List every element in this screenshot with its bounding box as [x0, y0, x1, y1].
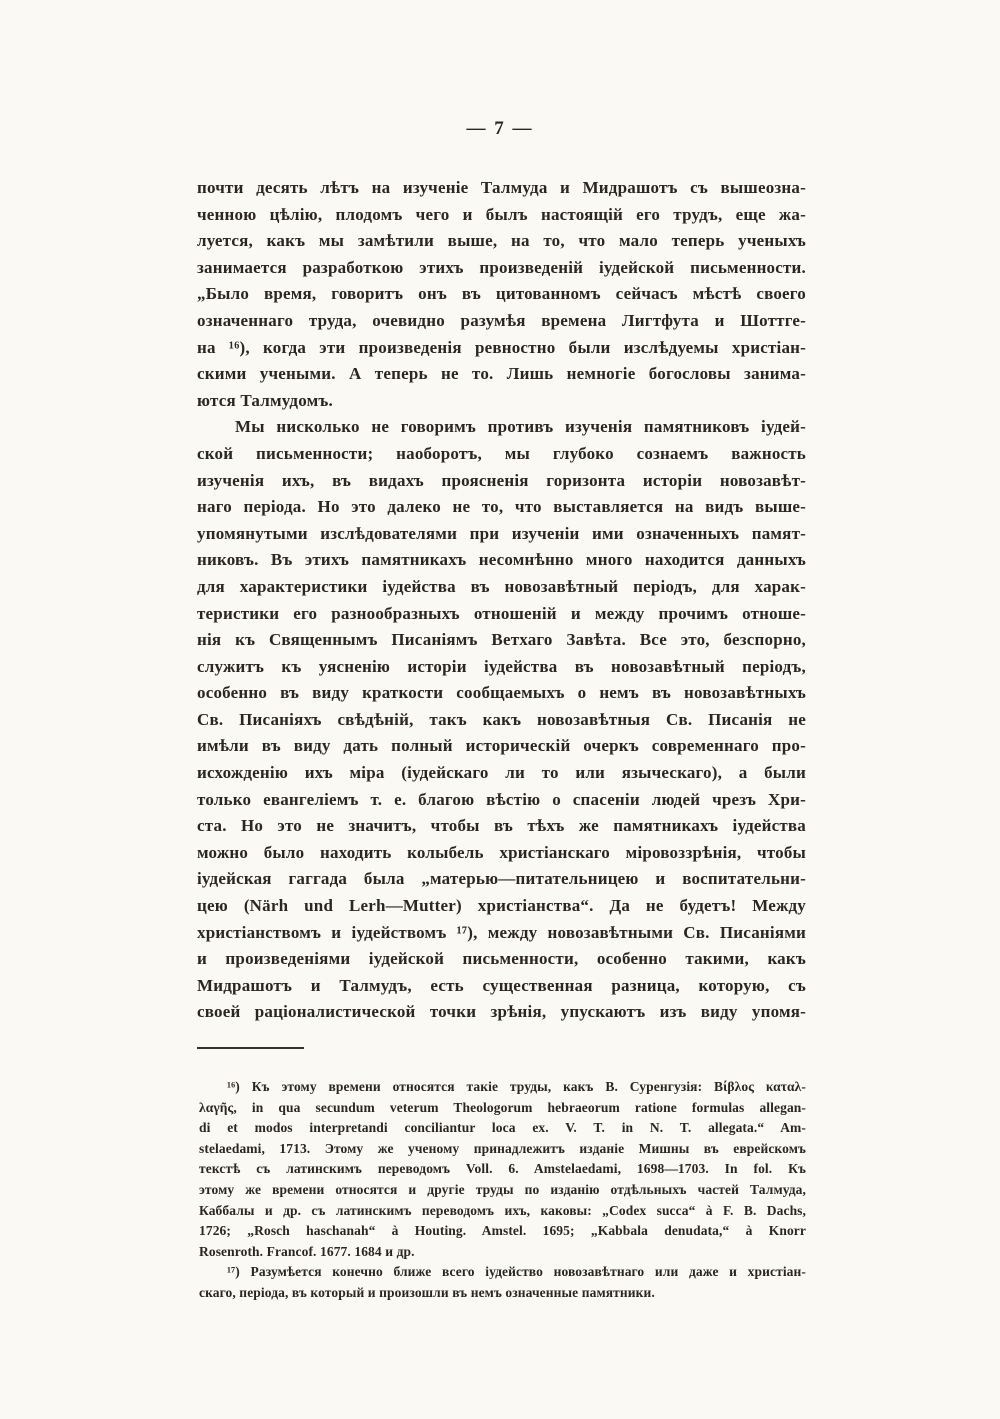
text-line: Rosenroth. Francof. 1677. 1684 и др.: [199, 1243, 415, 1259]
text-line: своей раціоналистической точки зрѣнія, упускаютъ изъ виду упомя-: [197, 1002, 806, 1022]
main-text: [197, 175, 806, 1026]
text-line: текстѣ съ латинскимъ переводомъ Voll. 6. Amstelaedami, 1698—1703. In fol. Къ: [199, 1161, 806, 1177]
text-line: ченною цѣлію, плодомъ чего и былъ настоящій его трудъ, еще жа-: [197, 204, 806, 224]
text-line: цею (Närh und Lerh—Mutter) христіанства“. Да не будетъ! Между: [197, 896, 806, 916]
text-line: почти десять лѣтъ на изученіе Талмуда и Мидрашотъ съ вышеозна-: [197, 178, 806, 197]
text-line: stelaedami, 1713. Этому же ученому принадлежитъ изданіе Мишны въ еврейскомъ: [199, 1140, 806, 1156]
text-line: Каббалы и др. съ латинскимъ переводомъ ихъ, каковы: „Codex succa“ à F. B. Dachs,: [199, 1202, 806, 1218]
text-line: означеннаго труда, очевидно разумѣя времена Лигтфута и Шоттге-: [197, 310, 806, 330]
text-line: Св. Писаніяхъ свѣдѣній, такъ какъ новозавѣтныя Св. Писанія не: [197, 709, 806, 729]
footnote: [199, 1262, 806, 1303]
text-line: Мидрашотъ и Талмудъ, есть существенная разница, которую, съ: [197, 975, 806, 995]
text-line: ¹⁶) Къ этому времени относятся такіе труды, какъ В. Суренгузія: Βίβλος καταλ-: [227, 1079, 806, 1094]
text-line: нія къ Священнымъ Писаніямъ Ветхаго Завѣта. Все это, безспорно,: [197, 630, 806, 650]
text-line: служитъ къ уясненію исторіи іудейства въ новозавѣтный періодъ,: [197, 656, 806, 676]
text-line: іудейская гаггада была „матерью—питательницею и воспитательни-: [197, 869, 806, 889]
text-line: ста. Но это не значитъ, чтобы въ тѣхъ же памятникахъ іудейства: [197, 816, 806, 836]
text-line: 1726; „Rosch haschanah“ à Houting. Amstel. 1695; „Kabbala denudata,“ à Knorr: [199, 1223, 806, 1239]
text-line: этому же времени относятся и другіе труды по изданію отдѣльныхъ частей Талмуда,: [199, 1181, 806, 1197]
text-line: на ¹⁶), когда эти произведенія ревностно были изслѣдуемы христіан-: [197, 337, 806, 357]
text-line: скаго, періода, въ который и произошли въ немъ означенные памятники.: [199, 1284, 655, 1300]
text-line: ¹⁷) Разумѣется конечно ближе всего іудейство новозавѣтнаго или даже и христіан-: [227, 1264, 806, 1280]
text-line: упомянутыми изслѣдователями при изученіи ими означенныхъ памят-: [197, 523, 806, 543]
text-line: λαγῆς, in qua secundum veterum Theologorum hebraeorum ratione formulas allegan-: [199, 1099, 806, 1115]
text-line: и произведеніями іудейской письменности, особенно такими, какъ: [197, 949, 806, 969]
footnote-separator: [197, 1047, 304, 1049]
text-line: никовъ. Въ этихъ памятникахъ несомнѣнно много находится данныхъ: [197, 550, 806, 570]
text-line: di et modos interpretandi conciliantur loca ex. V. T. in N. T. allegata.“ Am-: [199, 1120, 806, 1136]
text-line: Мы нисколько не говоримъ противъ изученія памятниковъ іудей-: [235, 417, 806, 437]
text-line: имѣли въ виду дать полный историческій очеркъ современнаго про-: [197, 736, 806, 756]
footnote: [199, 1077, 806, 1262]
text-line: исхожденію ихъ міра (іудейскаго ли то или языческаго), а были: [197, 763, 806, 783]
footnotes: [199, 1077, 806, 1304]
text-line: можно было находить колыбель христіанскаго міровоззрѣнія, чтобы: [197, 842, 806, 862]
text-line: христіанствомъ и іудействомъ ¹⁷), между новозавѣтными Св. Писаніями: [197, 922, 806, 942]
text-line: особенно въ виду краткости сообщаемыхъ о немъ въ новозавѣтныхъ: [197, 683, 806, 703]
text-line: занимается разработкою этихъ произведеній іудейской письменности.: [197, 257, 806, 277]
text-line: ской письменности; наоборотъ, мы глубоко сознаемъ важность: [197, 443, 806, 463]
paragraph: [197, 414, 806, 1026]
text-line: скими учеными. А теперь не то. Лишь немногіе богословы занима-: [197, 364, 806, 384]
text-line: только евангеліемъ т. е. благою вѣстію о спасеніи людей чрезъ Хри-: [197, 789, 806, 809]
text-line: теристики его разнообразныхъ отношеній и между прочимъ отноше-: [197, 603, 806, 623]
text-line: луется, какъ мы замѣтили выше, на то, что мало теперь ученыхъ: [197, 231, 806, 251]
text-line: „Было время, говоритъ онъ въ цитованномъ сейчасъ мѣстѣ своего: [197, 284, 806, 304]
text-line: наго періода. Но это далеко не то, что выставляется на видъ выше-: [197, 497, 806, 517]
text-line: для характеристики іудейства въ новозавѣтный періодъ, для харак-: [197, 576, 806, 596]
text-line: ются Талмудомъ.: [197, 390, 333, 410]
page-number: — 7 —: [466, 118, 534, 139]
text-line: изученія ихъ, въ видахъ проясненія горизонта исторіи новозавѣт-: [197, 470, 806, 490]
paragraph: [197, 175, 806, 414]
